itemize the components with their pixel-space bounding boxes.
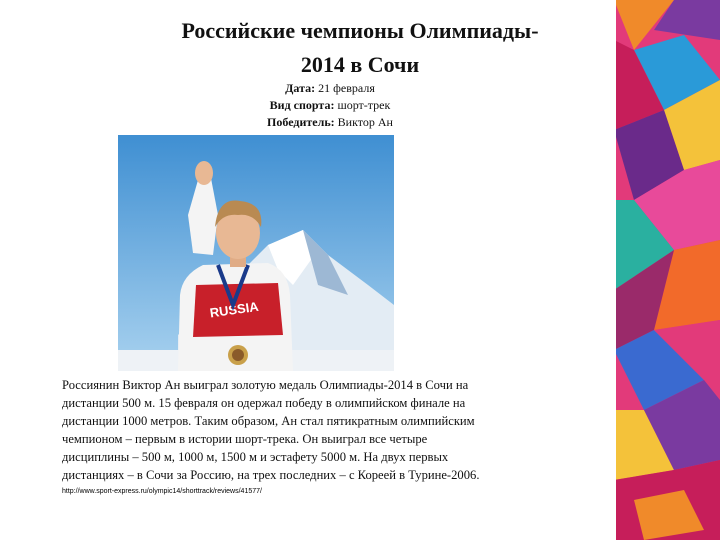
- jacket-text: RUSSIA: [208, 298, 260, 321]
- caption-line: дисциплины – 500 м, 1000 м, 1500 м и эстафету 5000 м. На двух первых: [62, 450, 449, 464]
- sport-row: [200, 97, 460, 114]
- title-line-1: Российские чемпионы Олимпиады-: [181, 18, 539, 43]
- winner-label: Победитель:: [267, 115, 335, 129]
- slide-title: [120, 14, 600, 82]
- caption-line: дистанциях – в Сочи за Россию, на трех последних – с Кореей в Турине-2006.: [62, 468, 480, 482]
- date-value: 21 февраля: [318, 81, 375, 95]
- decorative-patchwork-border: [614, 0, 720, 540]
- source-link[interactable]: http://www.sport-express.ru/olympic14/shorttrack/reviews/41577/: [62, 488, 262, 495]
- caption-line: дистанции 500 м. 15 февраля он одержал победу в олимпийском финале на: [62, 396, 466, 410]
- date-label: Дата:: [285, 81, 316, 95]
- date-row: [200, 80, 460, 97]
- title-line-2: 2014 в Сочи: [300, 52, 420, 77]
- caption-line: дистанции 1000 метров. Таким образом, Ан стал пятикратным олимпийским: [62, 414, 475, 428]
- caption-line: чемпионом – первым в истории шорт-трека. Он выиграл все четыре: [62, 432, 428, 446]
- winner-row: [200, 114, 460, 131]
- caption-line: Россиянин Виктор Ан выиграл золотую медаль Олимпиады-2014 в Сочи на: [62, 378, 469, 392]
- event-meta: [200, 80, 460, 131]
- winner-value: Виктор Ан: [337, 115, 393, 129]
- sport-label: Вид спорта:: [269, 98, 335, 112]
- sport-value: шорт-трек: [337, 98, 391, 112]
- article-text: [62, 376, 582, 484]
- champion-photo: [118, 135, 394, 371]
